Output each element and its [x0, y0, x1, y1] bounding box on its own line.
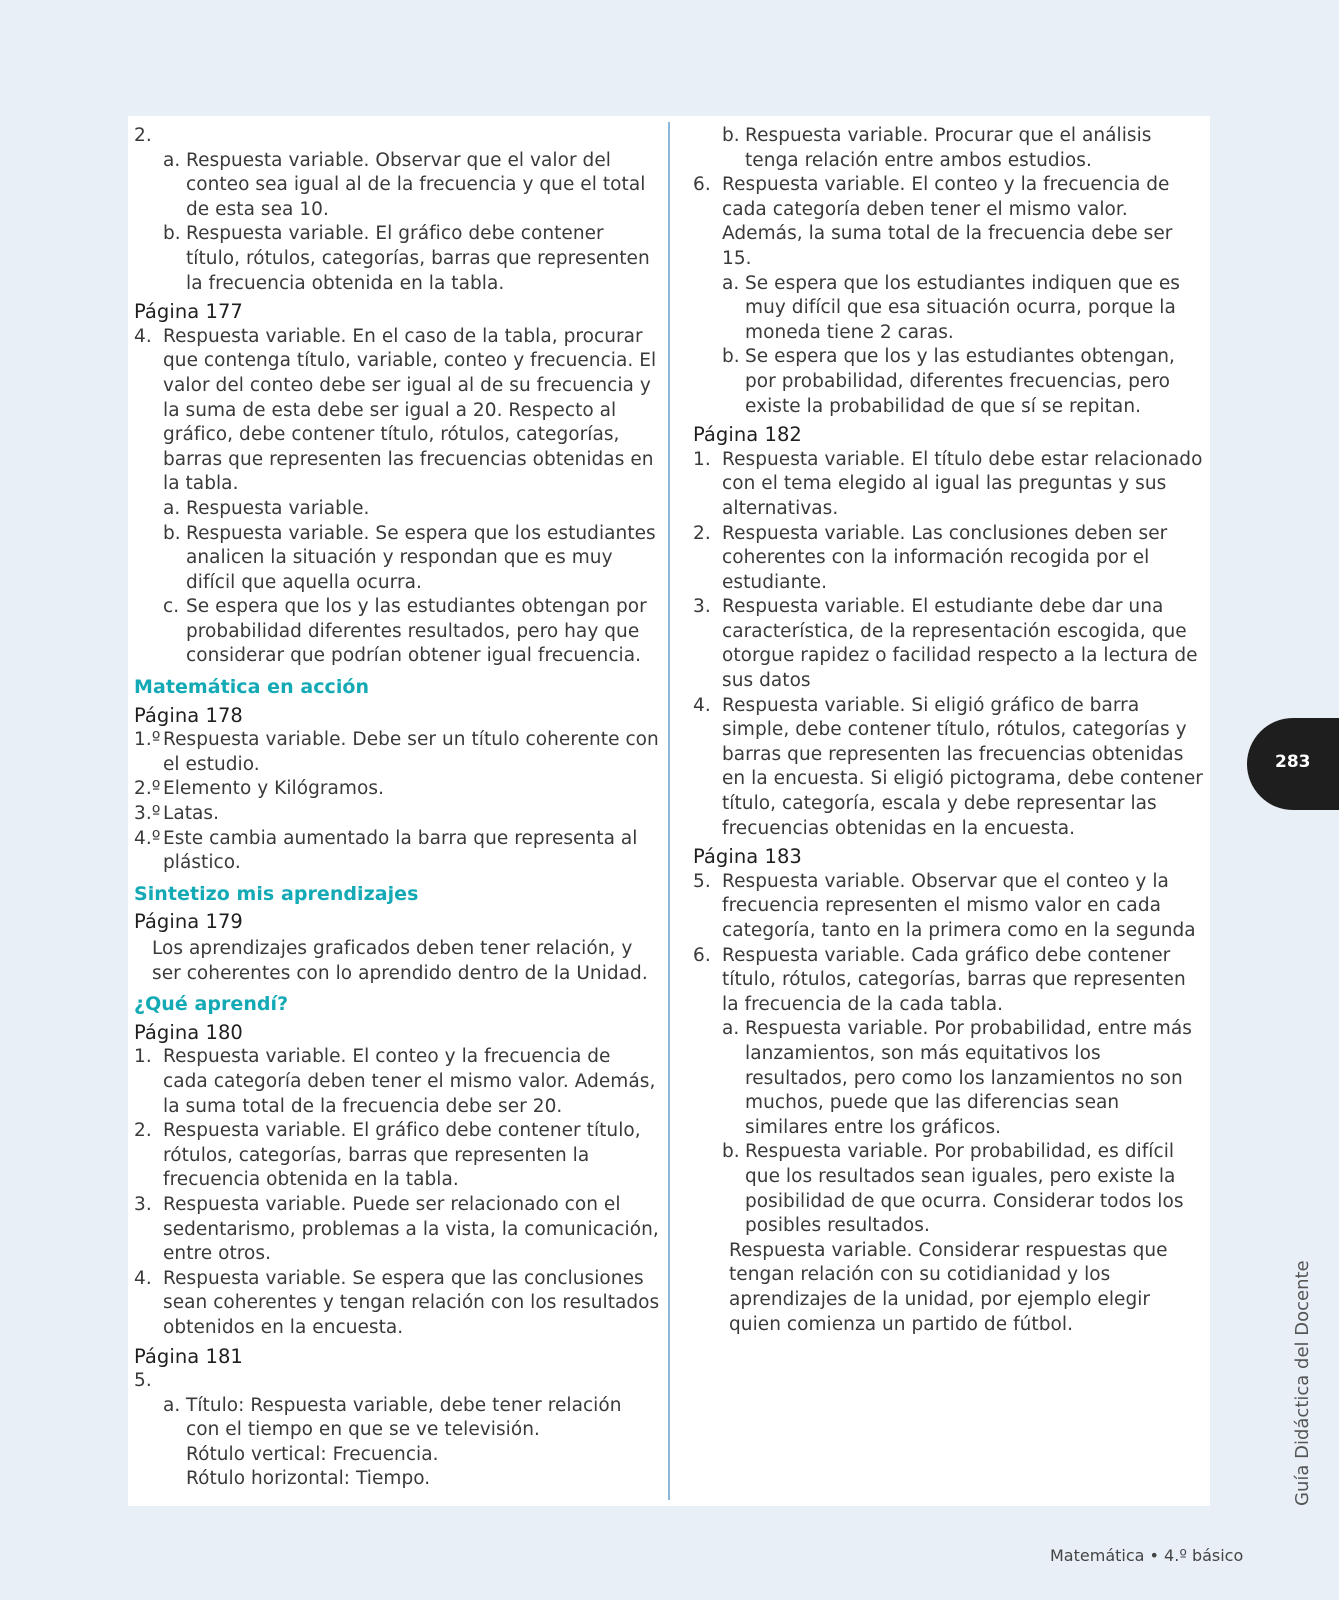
sub-item — [134, 222, 660, 296]
list-item — [693, 522, 1203, 596]
sub-label: a. — [722, 1018, 740, 1040]
item-number: 4. — [134, 325, 152, 347]
item-number: 3. — [693, 596, 711, 618]
page-heading: Página 183 — [693, 845, 802, 869]
left-column — [134, 124, 660, 1492]
item-text: Respuesta variable. Puede ser relacionado con el sedentarismo, problemas a la vista, la comunicación, entre otros. — [163, 1193, 659, 1265]
list-item — [134, 325, 660, 497]
column-divider — [668, 122, 670, 1500]
sub-text: Respuesta variable. Procurar que el análisis tenga relación entre ambos estudios. — [745, 125, 1152, 171]
sub-label: c. — [163, 596, 180, 618]
list-item — [693, 944, 1203, 1018]
page-number: 283 — [1275, 752, 1311, 772]
sub-line: Rótulo horizontal: Tiempo. — [186, 1468, 431, 1490]
page-heading: Página 182 — [693, 423, 802, 447]
sub-text: Respuesta variable. Se espera que los estudiantes analicen la situación y respondan que es muy difícil que aquella ocurra. — [186, 522, 656, 593]
item-text: Respuesta variable. Si eligió gráfico de barra simple, debe contener título, rótulos, categorías y barras que representen las frecuencias obtenidas en la encuesta. Si eligió pictograma, debe contener título, categoría, escala y debe representar las frecuencias obtenidas en la encuesta. — [722, 694, 1203, 839]
list-item — [134, 777, 660, 802]
item-text: Respuesta variable. El conteo y la frecuencia de cada categoría deben tener el mismo valor. Además, la suma total de la frecuencia debe ser 15. — [722, 174, 1173, 269]
page-heading: Página 180 — [134, 1020, 243, 1044]
list-item — [134, 827, 660, 876]
section-title: Sintetizo mis aprendizajes — [134, 882, 419, 905]
item-number: 2. — [134, 1120, 152, 1142]
sub-label: b. — [722, 1141, 740, 1163]
sub-label: b. — [722, 125, 740, 146]
sub-text: Respuesta variable. — [186, 497, 370, 519]
section-title: Matemática en acción — [134, 676, 370, 699]
sub-item — [134, 522, 660, 596]
side-label: Guía Didáctica del Docente — [1292, 1260, 1313, 1506]
sub-line: Rótulo vertical: Frecuencia. — [186, 1443, 439, 1465]
list-item — [134, 802, 660, 827]
item-text: Respuesta variable. El título debe estar relacionado con el tema elegido al igual las preguntas y sus alternativas. — [722, 448, 1203, 519]
item-number: 1. — [134, 1046, 152, 1068]
sub-item — [134, 595, 660, 669]
section-title: ¿Qué aprendí? — [134, 993, 289, 1016]
item-number: 5. — [693, 870, 711, 892]
sub-label: b. — [722, 346, 740, 368]
sub-item — [693, 1017, 1203, 1140]
item-number: 2. — [693, 522, 711, 544]
sub-item — [693, 345, 1203, 419]
item-text: Respuesta variable. Las conclusiones deben ser coherentes con la información recogida por el estudiante. — [722, 522, 1168, 593]
item-text: Respuesta variable. Observar que el conteo y la frecuencia representen el mismo valor en cada categoría, tanto en la primera como en la segunda — [722, 870, 1196, 941]
sub-text: Se espera que los y las estudiantes obtengan por probabilidad diferentes resultados, pero hay que considerar que podrían obtener igual frecuencia. — [186, 596, 647, 667]
item-text: Respuesta variable. Cada gráfico debe contener título, rótulos, categorías, barras que representen la frecuencia de la cada tabla. — [722, 944, 1186, 1015]
sub-text: Título: Respuesta variable, debe tener relación con el tiempo en que se ve televisión. — [186, 1394, 622, 1441]
item-number: 1. — [693, 448, 711, 470]
page-heading: Página 181 — [134, 1344, 243, 1368]
sub-item — [693, 124, 1203, 173]
item-number: 2. — [134, 125, 152, 146]
list-item — [693, 870, 1203, 944]
sub-text: Se espera que los estudiantes indiquen que es muy difícil que esa situación ocurra, porque la moneda tiene 2 caras. — [745, 272, 1180, 343]
item-text: Respuesta variable. El estudiante debe dar una característica, de la representación escogida, que otorgue rapidez o facilidad respecto a la lectura de sus datos — [722, 596, 1198, 692]
item-number: 4. — [693, 694, 711, 716]
item-number: 2.º — [134, 778, 161, 800]
sub-text: Respuesta variable. Observar que el valor del conteo sea igual al de la frecuencia y que el total de esta sea 10. — [186, 149, 646, 220]
sub-text: Respuesta variable. Por probabilidad, entre más lanzamientos, son más equitativos los resultados, pero como los lanzamientos no son muchos, puede que las diferencias sean similares entre los gráficos. — [745, 1018, 1192, 1138]
item-text: Elemento y Kilógramos. — [163, 778, 384, 800]
page-heading: Página 177 — [134, 300, 243, 324]
list-item — [693, 595, 1203, 693]
item-text: Respuesta variable. El gráfico debe contener título, rótulos, categorías, barras que representen la frecuencia obtenida en la tabla. — [163, 1120, 641, 1191]
list-item — [693, 694, 1203, 842]
sub-text: Respuesta variable. El gráfico debe contener título, rótulos, categorías, barras que representen la frecuencia obtenida en la tabla. — [186, 223, 650, 294]
list-item — [134, 1119, 660, 1193]
item-number: 5. — [134, 1370, 152, 1392]
sub-item — [134, 149, 660, 223]
sub-item — [693, 1140, 1203, 1238]
item-number: 1.º — [134, 729, 161, 751]
page-heading: Página 178 — [134, 703, 243, 727]
paragraph: Respuesta variable. Considerar respuestas que tengan relación con su cotidianidad y los aprendizajes de la unidad, por ejemplo elegir quien comienza un partido de fútbol. — [729, 1239, 1168, 1335]
paragraph: Los aprendizajes graficados deben tener relación, y ser coherentes con lo aprendido dentro de la Unidad. — [152, 938, 648, 984]
item-number: 4.º — [134, 827, 161, 849]
item-text: Respuesta variable. Se espera que las conclusiones sean coherentes y tengan relación con los resultados obtenidos en la encuesta. — [163, 1267, 660, 1338]
sub-label: b. — [163, 522, 181, 544]
list-item — [134, 1193, 660, 1267]
sub-label: a. — [163, 1394, 181, 1416]
list-item — [693, 448, 1203, 522]
list-item — [134, 1045, 660, 1119]
item-number: 3.º — [134, 803, 161, 825]
sub-text: Respuesta variable. Por probabilidad, es difícil que los resultados sean iguales, pero existe la posibilidad de que ocurra. Considerar todos los posibles resultados. — [745, 1141, 1184, 1237]
footer-label: Matemática • 4.º básico — [1050, 1546, 1244, 1565]
page-number-tab — [1247, 718, 1339, 810]
sub-item — [134, 1394, 660, 1443]
item-text: Respuesta variable. Debe ser un título coherente con el estudio. — [163, 729, 659, 775]
list-item — [693, 173, 1203, 271]
sub-label: b. — [163, 223, 181, 245]
item-text: Latas. — [163, 803, 220, 825]
list-item — [134, 1267, 660, 1341]
item-number: 6. — [693, 944, 711, 966]
answer-sheet — [128, 116, 1210, 1506]
item-number: 6. — [693, 174, 711, 196]
sub-item — [693, 272, 1203, 346]
list-item — [134, 728, 660, 777]
item-text: Respuesta variable. En el caso de la tabla, procurar que contenga título, variable, conteo y frecuencia. El valor del conteo debe ser igual al de su frecuencia y la suma de esta debe ser igual a 20. Respecto al gráfico, debe contener título, rótulos, categorías, barras que representen las frecuencias obtenidas en la tabla. — [163, 325, 657, 495]
sub-text: Se espera que los y las estudiantes obtengan, por probabilidad, diferentes frecuencias, pero existe la probabilidad de que sí se repitan. — [745, 346, 1175, 417]
page-heading: Página 179 — [134, 910, 243, 934]
item-number: 4. — [134, 1267, 152, 1289]
item-number: 3. — [134, 1193, 152, 1215]
item-text: Este cambia aumentado la barra que representa al plástico. — [163, 827, 638, 874]
sub-label: a. — [722, 272, 740, 294]
right-column — [693, 124, 1203, 1337]
sub-item — [134, 497, 660, 522]
sub-label: a. — [163, 149, 181, 171]
item-text: Respuesta variable. El conteo y la frecuencia de cada categoría deben tener el mismo valor. Además, la suma total de la frecuencia debe ser 20. — [163, 1046, 656, 1117]
sub-label: a. — [163, 497, 181, 519]
